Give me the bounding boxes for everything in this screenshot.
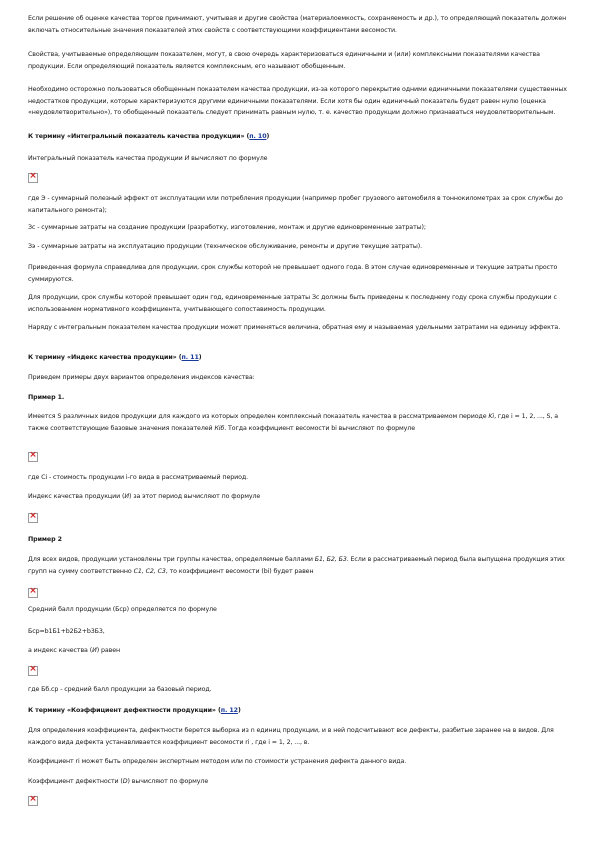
broken-image-icon <box>28 666 38 676</box>
paragraph: Наряду с интегральным показателем качества продукции может применяться величина, обратная ему и называемая удельными затратами на единицу эффекта. <box>28 324 561 331</box>
text: ) за этот период вычисляют по формуле <box>128 493 261 500</box>
link-clause-10[interactable]: п. 10 <box>249 133 267 140</box>
text: а индекс качества ( <box>28 647 93 654</box>
example-heading: Пример 2 <box>28 536 62 543</box>
text: , то коэффициент весомости (bi) будет равен <box>165 567 314 575</box>
paragraph: где Сi - стоимость продукции i-го вида в рассматриваемый период. <box>28 474 249 481</box>
text: Коэффициент дефектности ( <box>28 778 123 785</box>
text: Индекс качества продукции ( <box>28 493 125 500</box>
variable: И <box>124 493 129 500</box>
broken-image-icon <box>28 796 38 806</box>
text: Интегральный показатель качества продукции <box>28 155 185 162</box>
paragraph: Для продукции, срок службы которой превышает один год, единовременные затраты Зс должны быть приведены к последнему году срока службы продукции с использованием нормативного коэффициента, учитывающего сопоставимость продукции. <box>28 294 557 313</box>
link-clause-12[interactable]: п. 12 <box>220 707 238 714</box>
section-heading-quality-index <box>28 352 568 364</box>
variable: Б1, Б2, Б3 <box>314 556 347 563</box>
paragraph: Зэ - суммарные затраты на эксплуатацию продукции (техническое обслуживание, ремонты и другие текущие затраты). <box>28 243 422 250</box>
variable: Кiб <box>214 424 225 432</box>
formula-text: Бср=b1Б1+b2Б2+b3Б3, <box>28 628 105 635</box>
heading-text: К термину «Индекс качества продукции» ( <box>28 354 182 361</box>
paragraph: Приведем примеры двух вариантов определения индексов качества: <box>28 374 255 381</box>
broken-image-icon <box>28 513 38 523</box>
paragraph: Необходимо осторожно пользоваться обобщенным показателем качества продукции, из-за которого перекрытие одними единичными показателями существенных недостатков продукции, которые характеризуются другими единичными показателями. Если хотя бы один единичный показатель будет равен нулю (оценка «неудовлетворительно»), то обобщенный показатель следует принимать равным нулю, т. е. качество продукции должно признаваться неудовлетворительным. <box>28 86 567 117</box>
paragraph <box>28 554 568 577</box>
variable: И <box>92 647 97 654</box>
paragraph: Зс - суммарные затраты на создание продукции (разработку, изготовление, монтаж и другие единовременные затраты); <box>28 224 426 231</box>
broken-image-icon <box>28 173 38 183</box>
text: ) вычисляют по формуле <box>127 778 209 785</box>
paragraph <box>28 645 568 657</box>
heading-text: ) <box>198 354 202 361</box>
heading-text: ) <box>237 707 241 714</box>
paragraph: Свойства, учитываемые определяющим показателем, могут, в свою очередь характеризоваться единичными и (или) комплексными показателями качества продукции. Если определяющий показатель является комплексным, его называют обобщенным. <box>28 51 540 70</box>
broken-image-icon <box>28 452 38 462</box>
variable: С1, С2, С3 <box>133 567 166 575</box>
text: Для всех видов, продукции установлены три группы качества, определяемые баллами <box>28 556 315 563</box>
paragraph: Коэффициент ri может быть определен экспертным методом или по стоимости устранения дефекта данного вида. <box>28 758 407 765</box>
text: вычисляют по формуле <box>189 155 268 162</box>
paragraph <box>28 153 568 165</box>
text: . Если в рассматриваемый период была выпущена продукция этих групп на сумму соответственно <box>28 556 565 575</box>
paragraph: Средний балл продукции (Бср) определяется по формуле <box>28 606 217 613</box>
paragraph <box>28 411 568 434</box>
text: Имеется S различных видов продукции для каждого из которых определен комплексный показатель качества в рассматриваемом периоде <box>28 413 489 420</box>
paragraph: где Э - суммарный полезный эффект от эксплуатации или потребления продукции (например пробег грузового автомобиля в тоннокилометрах за срок службы до капитального ремонта); <box>28 195 563 214</box>
heading-text: К термину «Коэффициент дефектности продукции» ( <box>28 707 221 714</box>
example-heading: Пример 1. <box>28 394 65 401</box>
heading-text: ) <box>266 133 270 140</box>
text: , где i = 1, 2, ..., S, а также соответствующие базовые значения показателей <box>28 413 559 432</box>
paragraph <box>28 491 568 503</box>
section-heading-defectiveness <box>28 705 568 717</box>
link-clause-11[interactable]: п. 11 <box>181 354 199 361</box>
section-heading-integral-indicator <box>28 131 568 143</box>
paragraph: Для определения коэффициента, дефектности берется выборка из n единиц продукции, и в ней подсчитывают все дефекты, разбитые заранее на в видов. Для каждого вида дефекта устанавливается коэффициент весомости ri , где i = 1, 2, ..., в. <box>28 727 554 746</box>
variable: Ki <box>488 413 495 420</box>
text: ) равен <box>96 647 121 654</box>
paragraph: Приведенная формула справедлива для продукции, срок службы которой не превышает одного года. В этом случае единовременные и текущие затраты просто суммируются. <box>28 264 558 283</box>
paragraph: где Бб.ср - средний балл продукции за базовый период. <box>28 686 212 693</box>
heading-text: К термину «Интегральный показатель качества продукции» ( <box>28 133 250 140</box>
broken-image-icon <box>28 588 38 598</box>
text: . Тогда коэффициент весомости bi вычисляют по формуле <box>224 424 415 432</box>
paragraph <box>28 776 568 788</box>
variable: D <box>122 778 128 785</box>
paragraph: Если решение об оценке качества торгов принимают, учитывая и другие свойства (материалоемкость, сохраняемость и др.), то определяющий показатель должен включать относительные значения показателей этих свойств с соответствующими коэффициентами весомости. <box>28 15 567 34</box>
variable: И <box>184 155 190 162</box>
